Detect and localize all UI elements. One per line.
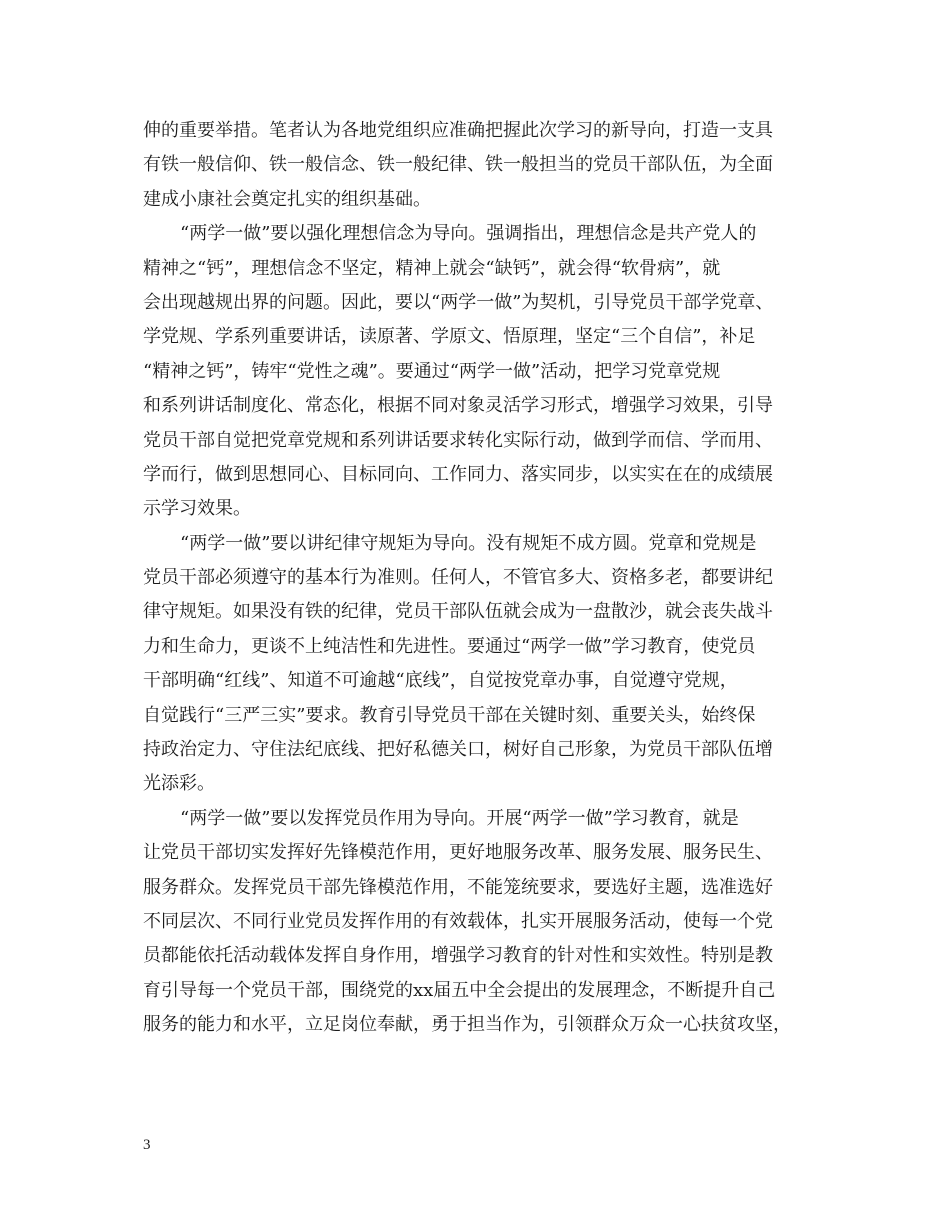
text-line: 有铁一般信仰、铁一般信念、铁一般纪律、铁一般担当的党员干部队伍，为全面 (143, 154, 773, 176)
text-line: 员都能依托活动载体发挥自身作用，增强学习教育的针对性和实效性。特别是教 (143, 945, 773, 967)
text-line: “两学一做”要以发挥党员作用为导向。开展“两学一做”学习教育，就是 (180, 807, 739, 829)
text-line: 服务群众。发挥党员干部先锋模范作用，不能笼统要求，要选好主题，选准选好 (143, 876, 773, 898)
text-line: 干部明确“红线”、知道不可逾越“底线”，自觉按党章办事，自觉遵守党规， (143, 670, 738, 692)
paragraph (143, 802, 823, 1043)
page-number: 3 (143, 1137, 151, 1153)
text-line: 服务的能力和水平，立足岗位奉献，勇于担当作为，引领群众万众一心扶贫攻坚， (143, 1014, 791, 1036)
text-line: 会出现越规出界的问题。因此，要以“两学一做”为契机，引导党员干部学党章、 (143, 291, 774, 313)
text-line: 伸的重要举措。笔者认为各地党组织应准确把握此次学习的新导向，打造一支具 (143, 120, 773, 141)
text-line: 示学习效果。 (143, 498, 251, 520)
body-text (143, 114, 823, 1043)
text-line: 和系列讲话制度化、常态化，根据不同对象灵活学习形式，增强学习效果，引导 (143, 395, 773, 417)
text-line: 持政治定力、守住法纪底线、把好私德关口，树好自己形象，为党员干部队伍增 (143, 739, 773, 761)
text-line: 党员干部自觉把党章党规和系列讲话要求转化实际行动，做到学而信、学而用、 (143, 429, 773, 451)
text-line: 育引导每一个党员干部，围绕党的xx届五中全会提出的发展理念，不断提升自己 (143, 979, 776, 1001)
text-line: 律守规矩。如果没有铁的纪律，党员干部队伍就会成为一盘散沙，就会丧失战斗 (143, 601, 773, 623)
text-line: 学党规、学系列重要讲话，读原著、学原文、悟原理，坚定“三个自信”，补足 (143, 326, 756, 348)
text-line: 光添彩。 (143, 773, 215, 795)
paragraph (143, 217, 823, 527)
text-line: 党员干部必须遵守的基本行为准则。任何人，不管官多大、资格多老，都要讲纪 (143, 567, 773, 589)
text-line: 力和生命力，更谈不上纯洁性和先进性。要通过“两学一做”学习教育，使党员 (143, 635, 756, 657)
text-line: “两学一做”要以强化理想信念为导向。强调指出，理想信念是共产党人的 (180, 223, 757, 245)
text-line: 自觉践行“三严三实”要求。教育引导党员干部在关键时刻、重要关头，始终保 (143, 704, 756, 726)
paragraph (143, 114, 823, 217)
text-line: 学而行，做到思想同心、目标同向、工作同力、落实同步，以实实在在的成绩展 (143, 463, 773, 485)
text-line: 不同层次、不同行业党员发挥作用的有效载体，扎实开展服务活动，使每一个党 (143, 910, 773, 932)
text-line: 建成小康社会奠定扎实的组织基础。 (143, 188, 431, 210)
text-line: “精神之钙”，铸牢“党性之魂”。要通过“两学一做”活动，把学习党章党规 (143, 360, 721, 382)
text-line: 精神之“钙”，理想信念不坚定，精神上就会“缺钙”，就会得“软骨病”，就 (143, 257, 721, 279)
text-line: “两学一做”要以讲纪律守规矩为导向。没有规矩不成方圆。党章和党规是 (180, 532, 757, 554)
text-line: 让党员干部切实发挥好先锋模范作用，更好地服务改革、服务发展、服务民生、 (143, 842, 773, 864)
paragraph (143, 527, 823, 802)
